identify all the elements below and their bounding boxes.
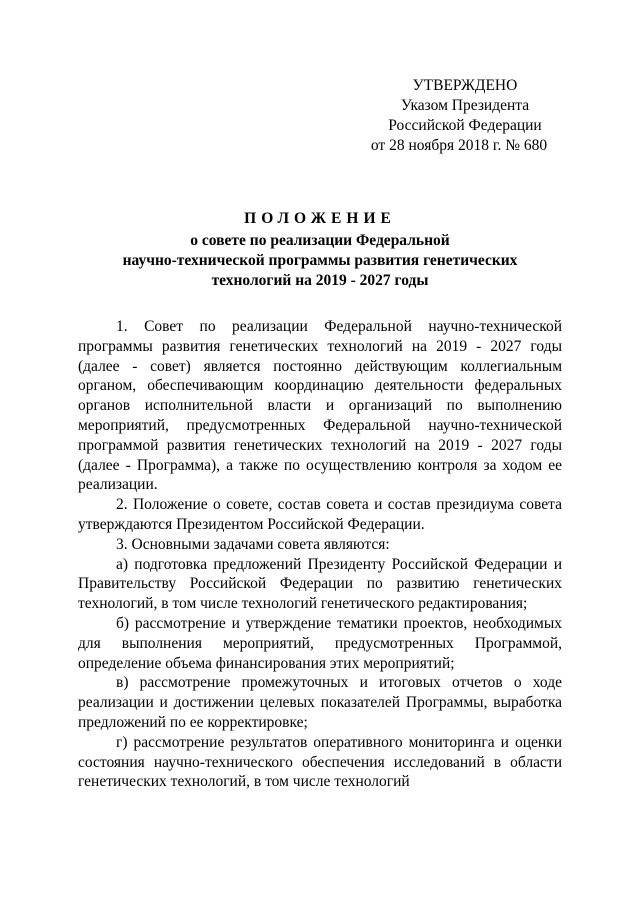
paragraph-3b: б) рассмотрение и утверждение тематики проектов, необходимых для выполнения мероприятий, предусмотренных Программой, определение объема финансирования этих мероприятий; <box>78 614 562 672</box>
subtitle-line: о совете по реализации Федеральной <box>190 232 450 249</box>
approval-date: от 28 ноября 2018 г. № 680 <box>370 137 548 154</box>
approval-decree: Указом Президента <box>400 97 530 114</box>
paragraph-3a: а) подготовка предложений Президенту Российской Федерации и Правительству Российской Федерации по развитию генетических технологий, в том числе технологий генетического редактирования; <box>78 555 562 613</box>
paragraph-1: 1. Совет по реализации Федеральной научно-технической программы развития генетических технологий на 2019 - 2027 годы (далее - совет) является постоянно действующим коллегиальным органом, обеспечивающим координацию деятельности федеральных органов исполнительной власти и организаций по выполнению мероприятий, предусмотренных Федеральной научно-технической программой развития генетических технологий на 2019 - 2027 годы (далее - Программа), а также по осуществлению контроля за ходом ее реализации. <box>78 318 562 494</box>
paragraph-3: 3. Основными задачами совета являются: <box>116 535 390 553</box>
paragraph-3d: г) рассмотрение результатов оперативного мониторинга и оценки состояния научно-технического обеспечения исследований в области генетических технологий, в том числе технологий <box>78 733 562 791</box>
document-title: ПОЛОЖЕНИЕ <box>244 210 396 227</box>
paragraph-3c: в) рассмотрение промежуточных и итоговых отчетов о ходе реализации и достижении целевых показателей Программы, выработка предложений по ее корректировке; <box>78 674 562 731</box>
paragraph-2: 2. Положение о совете, состав совета и состав президиума совета утверждаются Президентом Российской Федерации. <box>78 496 562 533</box>
approval-country: Российской Федерации <box>388 117 542 134</box>
subtitle-line: технологий на 2019 - 2027 годы <box>211 272 429 289</box>
approval-heading: УТВЕРЖДЕНО <box>412 77 518 94</box>
document-body <box>78 317 562 792</box>
approval-stamp <box>350 76 580 156</box>
document-subtitle <box>0 231 640 291</box>
subtitle-line: научно-технической программы развития генетических <box>122 252 518 269</box>
